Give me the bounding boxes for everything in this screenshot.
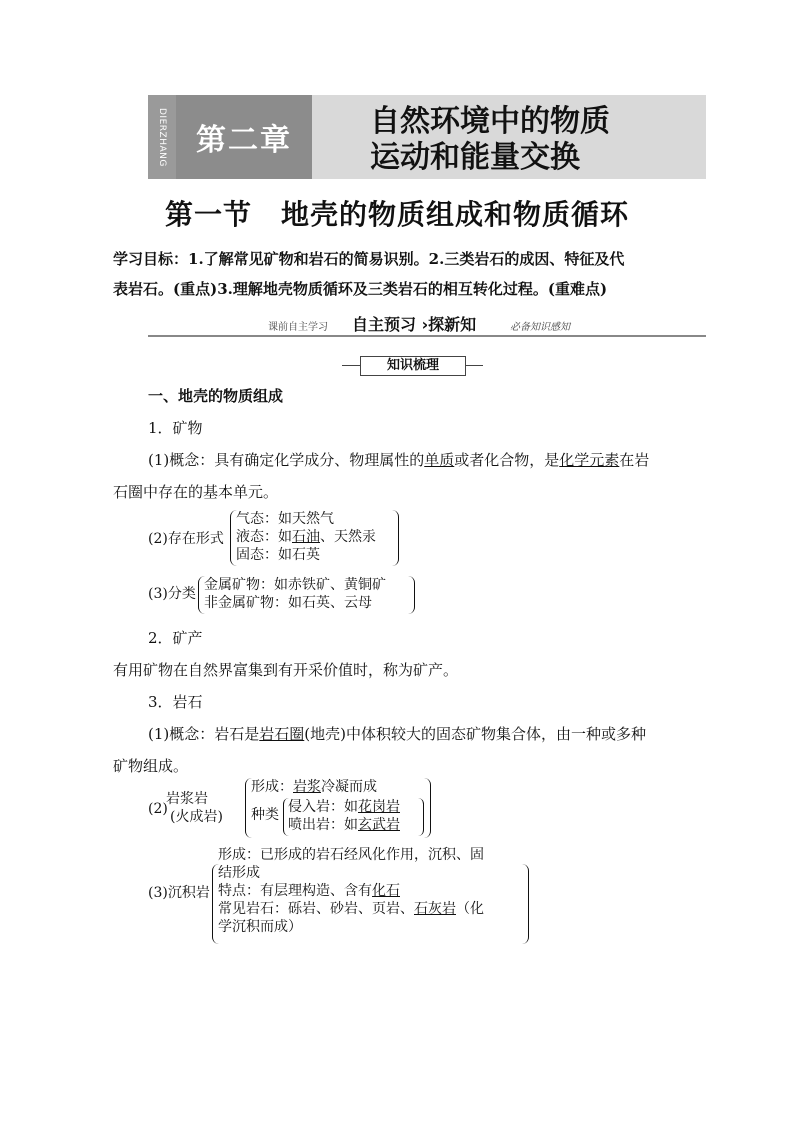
underlined-term: 化石 [372, 883, 400, 899]
igneous-formation [251, 778, 377, 797]
igneous-extrusive [288, 816, 400, 835]
exist-solid: 固态：如石英 [236, 547, 320, 563]
text: 液态：如 [236, 529, 292, 545]
exist-label: (2)存在形式 [148, 531, 224, 547]
class-metal: 金属矿物：如赤铁矿、黄铜矿 [204, 577, 386, 593]
preview-title: 自主预习 ›探新知 [352, 315, 477, 334]
exist-liquid [236, 528, 376, 547]
text: 特点：有层理构造、含有 [218, 883, 372, 899]
knowledge-box: 知识梳理 [360, 356, 466, 376]
igneous-label-alt: (火成岩) [170, 809, 223, 825]
text: 常见岩石：砾岩、砂岩、页岩、 [218, 901, 414, 917]
sed-label: (3)沉积岩 [148, 885, 210, 901]
underlined-term: 石油 [292, 529, 320, 545]
text: 冷凝而成 [321, 779, 377, 795]
underlined-term: 岩浆 [293, 779, 321, 795]
sed-formation-cont: 结形成 [218, 865, 260, 881]
underlined-term: 单质 [424, 451, 455, 469]
section-title: 第一节 地壳的物质组成和物质循环 [164, 198, 629, 231]
right-brace [408, 576, 415, 614]
sed-formation: 形成：已形成的岩石经风化作用，沉积、固 [218, 847, 484, 863]
chapter-title [370, 104, 610, 176]
chapter-title-line1: 自然环境中的物质 [370, 104, 610, 139]
igneous-intrusive [288, 798, 400, 817]
text: (1)概念：具有确定化学成分、物理属性的 [148, 451, 425, 469]
underlined-term: 化学元素 [559, 451, 620, 469]
class-label: (3)分类 [148, 586, 196, 602]
text: (地壳)中体积较大的固态矿物集合体，由一种或多种 [304, 725, 646, 743]
sed-common-cont: 学沉积而成） [218, 919, 302, 935]
text: 侵入岩：如 [288, 799, 358, 815]
right-brace [424, 778, 431, 838]
heading-rocks: 3．岩石 [148, 693, 203, 711]
goals-line1: 学习目标：1.了解常见矿物和岩石的简易识别。2.三类岩石的成因、特征及代 [113, 250, 625, 268]
heading-composition: 一、地壳的物质组成 [148, 387, 284, 405]
class-nonmetal: 非金属矿物：如石英、云母 [204, 595, 372, 611]
exist-gas: 气态：如天然气 [236, 511, 334, 527]
text: 或者化合物，是 [454, 451, 560, 469]
knowledge-line-left [342, 365, 360, 366]
underlined-term: 玄武岩 [358, 817, 400, 833]
chapter-title-line2: 运动和能量交换 [370, 140, 580, 175]
goals-line2: 表岩石。(重点)3.理解地壳物质循环及三类岩石的相互转化过程。(重难点) [113, 280, 608, 298]
text: 、天然汞 [320, 529, 376, 545]
text: （化 [456, 901, 484, 917]
igneous-label: 岩浆岩 [166, 791, 208, 807]
rock-concept-line2: 矿物组成。 [113, 757, 189, 775]
right-brace [392, 510, 399, 566]
rock-concept-line1 [148, 724, 646, 744]
chapter-label: 第二章 [176, 95, 312, 179]
preview-left-label: 课前自主学习 [268, 322, 328, 333]
text: 在岩 [619, 451, 650, 469]
sed-common [218, 900, 484, 919]
sed-feature [218, 882, 400, 901]
right-brace [522, 864, 529, 944]
heading-mineral-deposits: 2．矿产 [148, 629, 203, 647]
underlined-term: 岩石圈 [259, 725, 305, 743]
igneous-type-label: 种类 [251, 807, 279, 823]
mineral-concept-line1 [148, 450, 649, 470]
preview-divider [148, 335, 706, 337]
preview-right-label: 必备知识感知 [510, 322, 570, 333]
underlined-term: 花岗岩 [358, 799, 400, 815]
underlined-term: 石灰岩 [414, 901, 456, 917]
deposit-definition: 有用矿物在自然界富集到有开采价值时，称为矿产。 [113, 661, 459, 679]
text: 喷出岩：如 [288, 817, 358, 833]
text: 形成： [251, 779, 293, 795]
igneous-num: (2) [148, 801, 168, 817]
knowledge-line-right [465, 365, 483, 366]
side-tab: DIERZHANG [148, 95, 176, 179]
text: (1)概念：岩石是 [148, 725, 260, 743]
mineral-concept-line2: 石圈中存在的基本单元。 [113, 483, 279, 501]
heading-minerals: 1．矿物 [148, 419, 203, 437]
learning-goals [113, 244, 693, 304]
